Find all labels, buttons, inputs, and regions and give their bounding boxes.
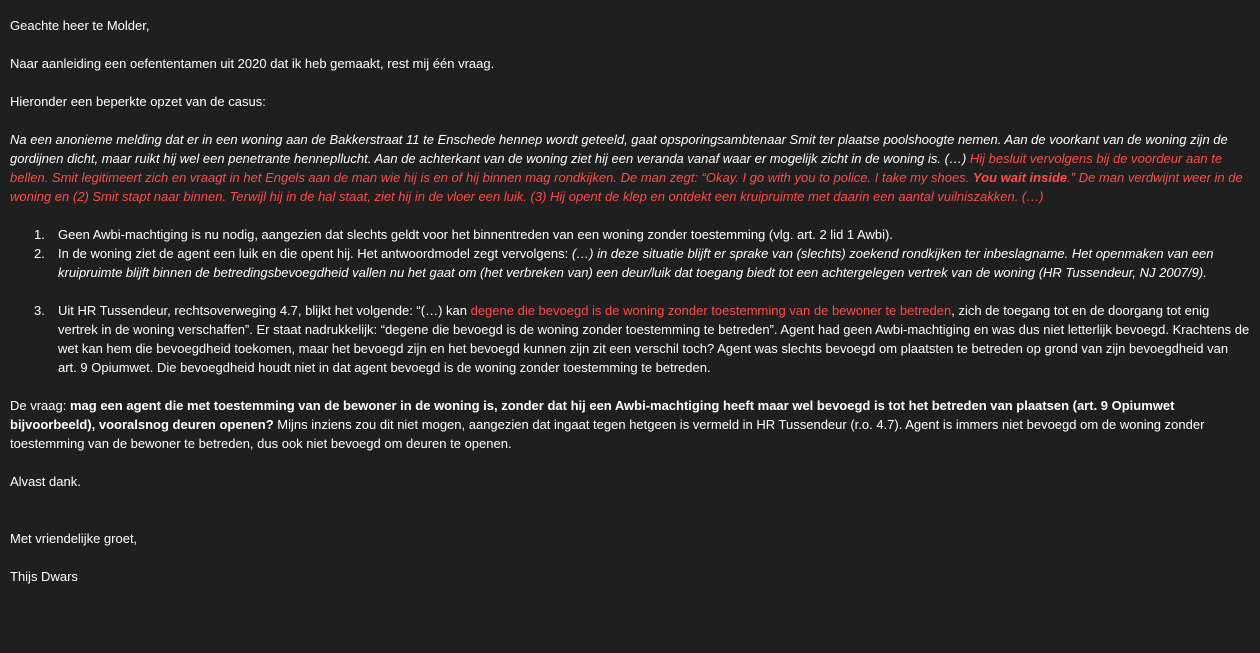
intro-paragraph: Naar aanleiding een oefententamen uit 2020 dat ik heb gemaakt, rest mij één vraag.	[10, 56, 495, 71]
list-item	[10, 225, 1250, 244]
list-item-text-cont: , zich de toegang tot en de doorgang tot enig vertrek in de woning verschaffen”. Er staat nadrukkelijk: “degene die bevoegd is de woning zonder toestemming te betreden”. Agent had geen Awbi-machtiging en was dus niet letterlijk bevoegd. Krachtens de wet kan hem die bevoegdheid toekomen, maar het bevoegd zijn en het bevoegd kunnen zijn zit een verschil toch? Agent was slechts bevoegd om plaatsten te betreden op grond van zijn bevoegdheid van art. 9 Opiumwet. Die bevoegdheid houdt niet in dat agent bevoegd is de woning zonder toestemming te betreden.	[58, 303, 1250, 375]
closing: Met vriendelijke groet,	[10, 531, 138, 546]
case-description	[10, 130, 1250, 206]
thanks: Alvast dank.	[10, 474, 81, 489]
list-number: 1.	[34, 227, 45, 242]
list-item-text: In de woning ziet de agent een luik en die opent hij. Het antwoordmodel zegt vervolgens:	[58, 246, 572, 261]
case-text-part4: .” De man verdwijnt weer in de woning en (2) Smit stapt naar binnen. Terwijl hij in de hal staat, ziet hij in de vloer een luik. (3) Hij opent de klep en ontdekt een kruipruimte met daarin een aantal vuilniszakken. (…)	[10, 170, 1243, 204]
list-item-highlight: degene die bevoegd is de woning zonder toestemming van de bewoner te betreden	[470, 303, 952, 318]
case-text-part1: Na een anonieme melding dat er in een woning aan de Bakkerstraat 11 te Enschede hennep wordt geteeld, gaat opsporingsambtenaar Smit ter plaatse poolshoogte nemen. Aan de voorkant van de woning zijn de gordijnen dicht, maar ruikt hij wel een penetrante hennepllucht. Aan de achterkant van de woning ziet hij een veranda vanaf waar er mogelijk zicht in de woning is. (…)	[10, 132, 1228, 166]
list-item-quote: (…) in deze situatie blijft er sprake van (slechts) zoekend rondkijken ter inbeslagname. Het openmaken van een kruipruimte blijft binnen de betredingsbevoegdheid vallen nu het gaat om (het verbreken van) een deur/luik dat toegang biedt tot een achtergelegen vertrek van de woning (HR Tussendeur, NJ 2007/9).	[58, 246, 1214, 280]
list-item	[10, 301, 1250, 377]
list-spacer	[10, 282, 1250, 301]
list-item-text: Geen Awbi-machtiging is nu nodig, aangezien dat slechts geldt voor het binnentreden van een woning zonder toestemming (vlg. art. 2 lid 1 Awbi).	[58, 227, 893, 242]
list-number: 3.	[34, 303, 45, 318]
question-rest: Mijns inziens zou dit niet mogen, aangezien dat ingaat tegen hetgeen is vermeld in HR Tussendeur (r.o. 4.7). Agent is immers niet bevoegd om de woning zonder toestemming van de bewoner te betreden, dus ook niet bevoegd om deuren te openen.	[10, 417, 1205, 451]
numbered-list	[10, 225, 1250, 377]
list-item	[10, 244, 1250, 282]
list-number: 2.	[34, 246, 45, 261]
case-text-emphasis: You wait inside	[972, 170, 1068, 185]
question-bold: mag een agent die met toestemming van de bewoner in de woning is, zonder dat hij een Awbi-machtiging heeft maar wel bevoegd is tot het betreden van plaatsen (art. 9 Opiumwet bijvoorbeeld), vooralsnog deuren openen?	[10, 398, 1175, 432]
signoff-spacer	[10, 510, 1250, 529]
case-intro: Hieronder een beperkte opzet van de casus:	[10, 94, 266, 109]
question-label: De vraag:	[10, 398, 70, 413]
question-paragraph	[10, 396, 1250, 453]
list-item-text: Uit HR Tussendeur, rechtsoverweging 4.7, blijkt het volgende: “(…) kan	[58, 303, 471, 318]
case-text-part2: Hij besluit vervolgens bij de voordeur aan te bellen. Smit legitimeert zich en vraagt in het Engels aan de man wie hij is en of hij binnen mag rondkijken. De man zegt: “Okay. I go with you to police. I take my shoes.	[10, 151, 1223, 185]
greeting: Geachte heer te Molder,	[10, 18, 150, 33]
signature: Thijs Dwars	[10, 569, 78, 584]
